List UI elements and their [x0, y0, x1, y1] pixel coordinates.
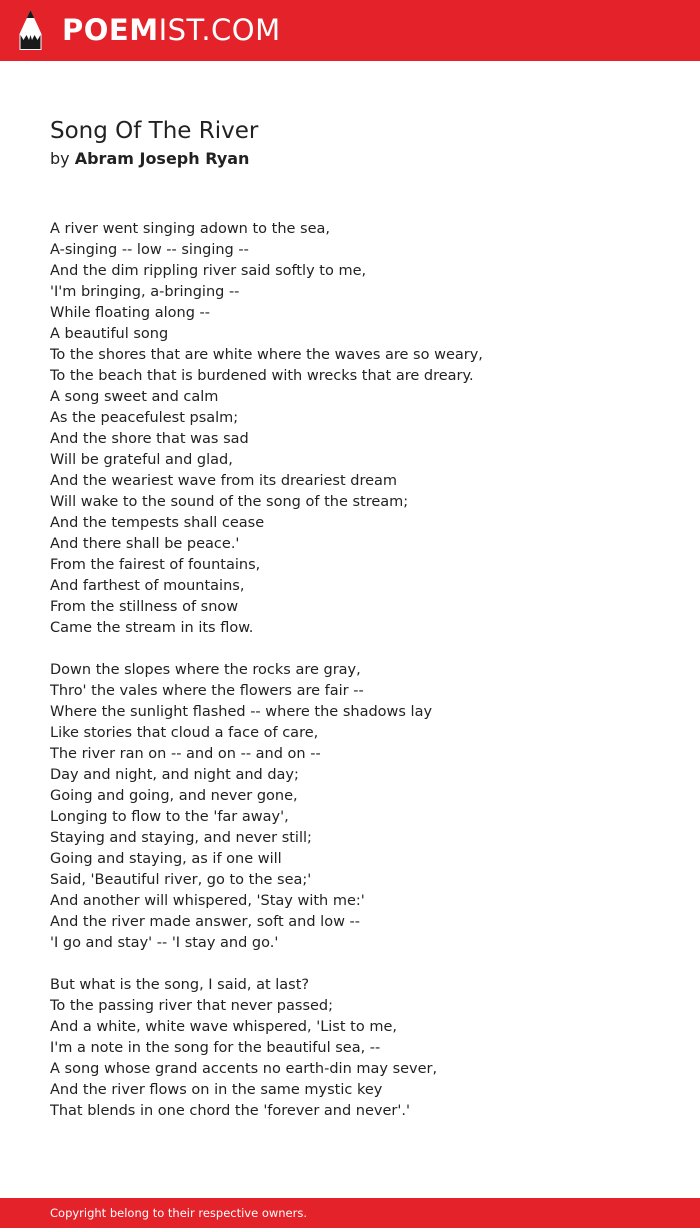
poem-line: Longing to flow to the 'far away', — [50, 809, 289, 825]
site-header — [0, 0, 700, 61]
poem-line: Came the stream in its flow. — [50, 620, 254, 636]
stanza-break — [50, 954, 670, 975]
poem-line: Will be grateful and glad, — [50, 452, 233, 468]
poem-author: Abram Joseph Ryan — [74, 149, 250, 168]
poem-line: Day and night, and night and day; — [50, 767, 299, 783]
copyright-text: Copyright belong to their respective owners. — [50, 1206, 308, 1220]
poem-line: Where the sunlight flashed -- where the shadows lay — [50, 704, 433, 720]
poem-line: And the river made answer, soft and low -- — [50, 914, 361, 930]
poem-line: That blends in one chord the 'forever and never'.' — [50, 1103, 410, 1119]
poem-line: To the shores that are white where the waves are so weary, — [50, 347, 483, 363]
site-footer — [0, 1198, 700, 1228]
poem-line: And the tempests shall cease — [50, 515, 265, 531]
poem-line: As the peacefulest psalm; — [50, 410, 239, 426]
poem-line: From the stillness of snow — [50, 599, 239, 615]
poem-line: And a white, white wave whispered, 'List to me, — [50, 1019, 397, 1035]
poem-line: I'm a note in the song for the beautiful sea, -- — [50, 1040, 381, 1056]
poem-line: Going and staying, as if one will — [50, 851, 282, 867]
poem-line: And farthest of mountains, — [50, 578, 245, 594]
poem-line: A river went singing adown to the sea, — [50, 221, 331, 237]
poem-line: A beautiful song — [50, 326, 169, 342]
poem-line: 'I go and stay' -- 'I stay and go.' — [50, 935, 279, 951]
poem-line: A song sweet and calm — [50, 389, 219, 405]
poem-line: And the river flows on in the same mystic key — [50, 1082, 383, 1098]
poem-line: And the dim rippling river said softly to me, — [50, 263, 367, 279]
poem-line: Staying and staying, and never still; — [50, 830, 312, 846]
poem-line: Thro' the vales where the flowers are fair -- — [50, 683, 364, 699]
site-logo[interactable] — [62, 13, 281, 47]
poem-line: And the weariest wave from its dreariest dream — [50, 473, 398, 489]
by-label: by — [50, 149, 70, 168]
poem-line: To the passing river that never passed; — [50, 998, 334, 1014]
logo-text-bold: POEM — [62, 13, 159, 47]
poem-line: Said, 'Beautiful river, go to the sea;' — [50, 872, 312, 888]
poem-line: Like stories that cloud a face of care, — [50, 725, 319, 741]
poem-line: And there shall be peace.' — [50, 536, 240, 552]
poem-line: 'I'm bringing, a-bringing -- — [50, 284, 240, 300]
poem-line: Down the slopes where the rocks are gray, — [50, 662, 361, 678]
poem-title: Song Of The River — [50, 118, 259, 144]
poem-line: But what is the song, I said, at last? — [50, 977, 310, 993]
poem-line: And the shore that was sad — [50, 431, 249, 447]
logo-text-light: IST.COM — [158, 13, 281, 47]
poem-body — [50, 219, 670, 1122]
byline — [50, 148, 249, 170]
poem-line: And another will whispered, 'Stay with me:' — [50, 893, 365, 909]
poem-line: A song whose grand accents no earth-din may sever, — [50, 1061, 438, 1077]
poem-line: While floating along -- — [50, 305, 210, 321]
poem-line: To the beach that is burdened with wrecks that are dreary. — [50, 368, 474, 384]
pencil-logo-icon[interactable] — [18, 9, 43, 51]
poem-line: The river ran on -- and on -- and on -- — [50, 746, 321, 762]
stanza-break — [50, 639, 670, 660]
poem-line: From the fairest of fountains, — [50, 557, 261, 573]
poem-line: Will wake to the sound of the song of the stream; — [50, 494, 409, 510]
poem-line: Going and going, and never gone, — [50, 788, 298, 804]
poem-line: A-singing -- low -- singing -- — [50, 242, 249, 258]
